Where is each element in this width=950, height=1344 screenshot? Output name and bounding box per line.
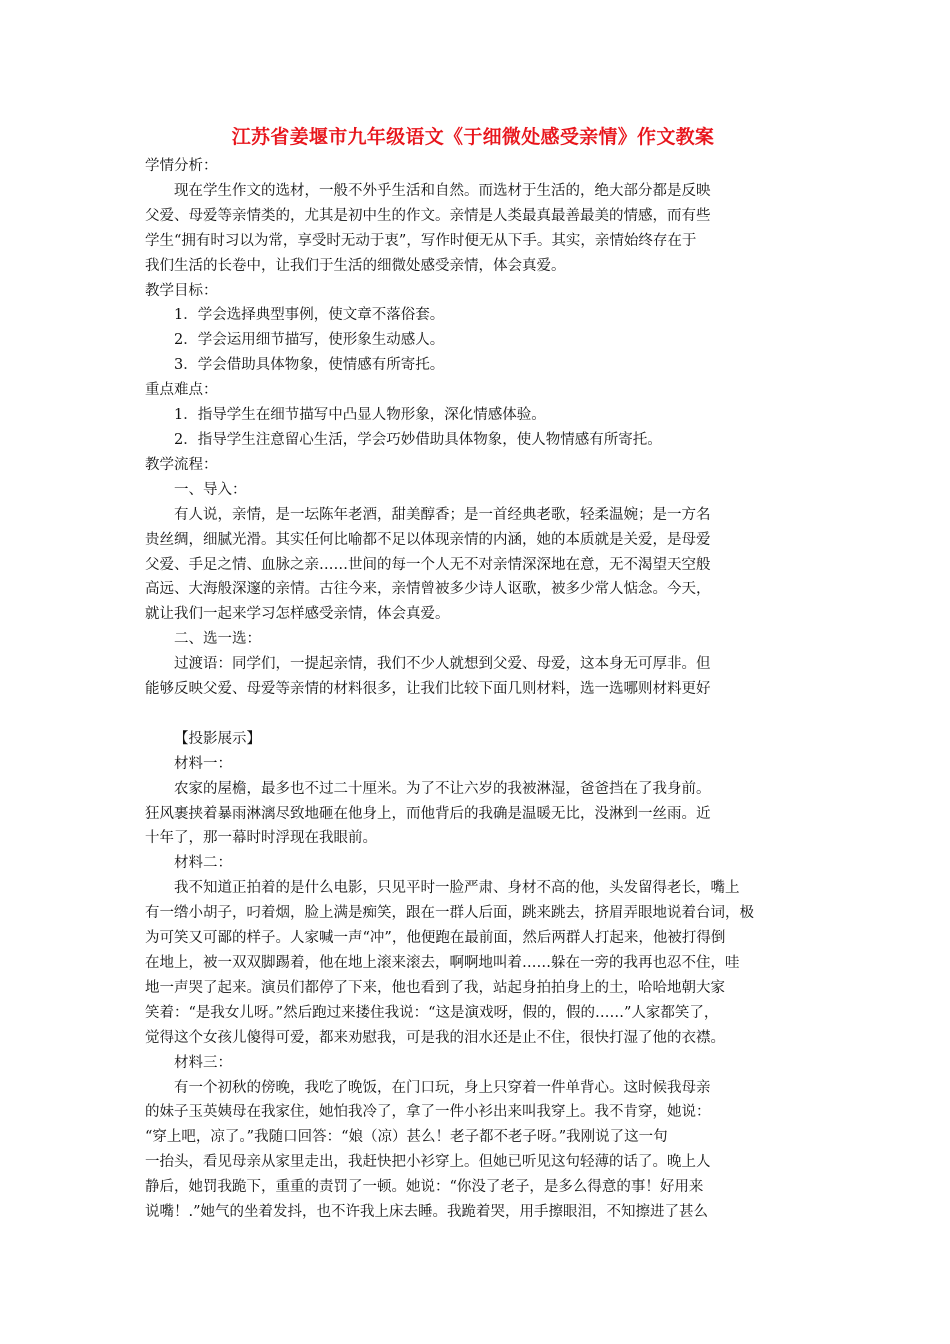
- text-line: 一抬头，看见母亲从家里走出，我赶快把小衫穿上。但她已听见这句轻薄的话了。晚上人: [145, 1154, 711, 1171]
- text-line: 材料三：: [174, 1054, 232, 1071]
- text-line: “穿上吧，凉了。”我随口回答：“娘（凉）甚么！老子都不老子呀。”我刚说了这一句: [145, 1129, 668, 1146]
- text-line: 农家的屋檐，最多也不过二十厘米。为了不让六岁的我被淋湿，爸爸挡在了我身前。: [174, 780, 711, 797]
- text-line: 3．学会借助具体物象，使情感有所寄托。: [174, 357, 445, 374]
- text-line: 父爱、手足之情、血脉之亲……世间的每一个人无不对亲情深深地在意，无不渴望天空般: [145, 556, 711, 573]
- text-line: 二、选一选：: [174, 631, 261, 648]
- text-line: 教学流程：: [145, 456, 218, 473]
- text-line: 地一声哭了起来。演员们都停了下来，他也看到了我，站起身拍拍身上的土，哈哈地朝大家: [145, 979, 725, 996]
- document-title: 江苏省姜堰市九年级语文《于细微处感受亲情》作文教案: [231, 126, 715, 148]
- document-body: [145, 154, 807, 1225]
- text-line: 父爱、母爱等亲情类的，尤其是初中生的作文。亲情是人类最真最善最美的情感，而有些: [145, 207, 711, 224]
- text-line: 高远、大海般深邃的亲情。古往今来，亲情曾被多少诗人讴歌，被多少常人惦念。今天，: [145, 581, 711, 598]
- text-line: 2．指导学生注意留心生活，学会巧妙借助具体物象，使人物情感有所寄托。: [174, 431, 662, 448]
- text-line: 我们生活的长卷中，让我们于生活的细微处感受亲情，体会真爱。: [145, 257, 566, 274]
- blank-line: [145, 702, 807, 727]
- text-line: 笑着：“是我女儿呀。”然后跑过来搂住我说：“这是演戏呀，假的，假的……”人家都笑了，: [145, 1004, 719, 1021]
- text-line: 十年了，那一幕时时浮现在我眼前。: [145, 830, 377, 847]
- text-line: 1．指导学生在细节描写中凸显人物形象，深化情感体验。: [174, 407, 546, 424]
- text-line: 觉得这个女孩儿傻得可爱，都来劝慰我，可是我的泪水还是止不住，很快打湿了他的衣襟。: [145, 1029, 725, 1046]
- text-line: 我不知道正拍着的是什么电影，只见平时一脸严肃、身材不高的他，头发留得老长，嘴上: [174, 880, 740, 897]
- text-line: 有一绺小胡子，叼着烟，脸上满是痴笑，跟在一群人后面，跳来跳去，挤眉弄眼地说着台词，极: [145, 905, 754, 922]
- text-line: 教学目标：: [145, 282, 218, 299]
- text-line: 狂风裹挟着暴雨淋漓尽致地砸在他身上，而他背后的我确是温暖无比，没淋到一丝雨。近: [145, 805, 711, 822]
- text-line: 一、导入：: [174, 481, 247, 498]
- text-line: 在地上，被一双双脚踢着，他在地上滚来滚去，啊啊地叫着……躲在一旁的我再也忍不住，哇: [145, 954, 740, 971]
- text-line: 说嘴！.”她气的坐着发抖，也不许我上床去睡。我跪着哭，用手擦眼泪，不知擦进了甚么: [145, 1204, 709, 1221]
- text-line: 材料一：: [174, 755, 232, 772]
- text-line: 材料二：: [174, 855, 232, 872]
- text-line: 【投影展示】: [174, 730, 261, 747]
- document-page: [145, 118, 807, 1225]
- text-line: 过渡语：同学们，一提起亲情，我们不少人就想到父爱、母爱，这本身无可厚非。但: [174, 656, 711, 673]
- text-line: 为可笑又可鄙的样子。人家喊一声“冲”，他便跑在最前面，然后两群人打起来，他被打得倒: [145, 930, 726, 947]
- text-line: 就让我们一起来学习怎样感受亲情，体会真爱。: [145, 606, 450, 623]
- text-line: 贵丝绸，细腻光滑。其实任何比喻都不足以体现亲情的内涵，她的本质就是关爱，是母爱: [145, 531, 711, 548]
- text-line: 有一个初秋的傍晚，我吃了晚饭，在门口玩，身上只穿着一件单背心。这时候我母亲: [174, 1079, 711, 1096]
- text-line: 学生“拥有时习以为常，享受时无动于衷”，写作时便无从下手。其实，亲情始终存在于: [145, 232, 697, 249]
- text-line: 的妹子玉英姨母在我家住，她怕我冷了，拿了一件小衫出来叫我穿上。我不肯穿，她说：: [145, 1104, 711, 1121]
- text-line: 现在学生作文的选材，一般不外乎生活和自然。而选材于生活的，绝大部分都是反映: [174, 182, 711, 199]
- text-line: 静后，她罚我跪下，重重的责罚了一顿。她说：“你没了老子，是多么得意的事！好用来: [145, 1179, 704, 1196]
- text-line: 有人说，亲情，是一坛陈年老酒，甜美醇香；是一首经典老歌，轻柔温婉；是一方名: [174, 506, 711, 523]
- text-line: 能够反映父爱、母爱等亲情的材料很多，让我们比较下面几则材料，选一选哪则材料更好: [145, 681, 711, 698]
- text-line: 2．学会运用细节描写，使形象生动感人。: [174, 332, 445, 349]
- text-line: 1．学会选择典型事例，使文章不落俗套。: [174, 307, 445, 324]
- text-line: 学情分析：: [145, 158, 218, 174]
- text-line: 重点难点：: [145, 382, 218, 399]
